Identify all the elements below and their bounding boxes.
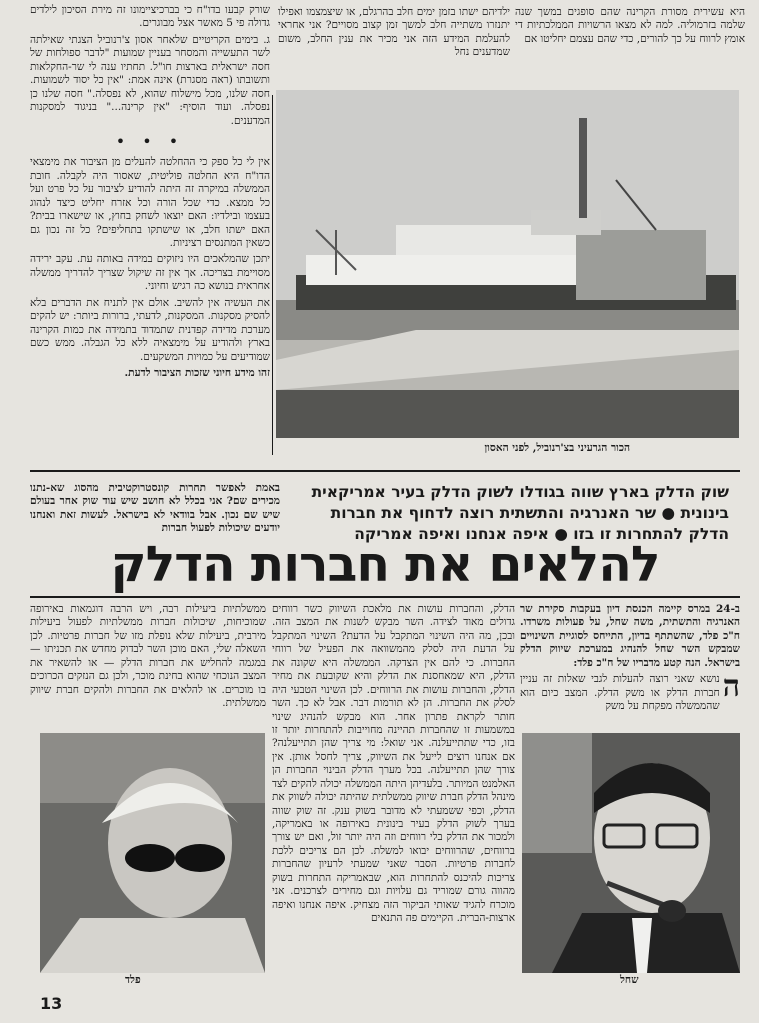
- paragraph: ג. בימים הקריטיים שלאחר אסון צ'רנוביל הצגתי שאילתה לשר התעשייה והמסחר בעניין שמועות "לדבר ספולחות של חסה ישראלית בארצות חו"ל. תחתיו ענה לי שר-החקלאות ותשובתו (ראה מסגרת) אינה אמת: "אין כל יסוד לשמועות. חסה שלנו, מכל מישלוח שהוא, לא נפסלה." חסה שלנו כן נפסלה. ועוד הוסיף: "אין קרינה..." בניגוד למסקנות המדענים.: [30, 33, 270, 127]
- article-headline: להלאים את חברות הדלק: [110, 536, 660, 593]
- bottom-column-middle: הדלק, והחברות עושות את מלאכת השיווק כשר רווחים גדולים מאוד לצידה. השר מבקש לשנות את המצב הזה. ובכן, מה היה השינוי המתקבל על הדעת? השינוי המתקבל על הדעת היה לסלק מהמשוואה את הפעיל של רווחי החברות. כי להם אין הצדקה. הממשלה היא שקונה את הדלק, היא שמאחסנת את הדלק והיא שקובעת את מחיר הדלק, והחברות עושות את הרווחים. לכן השינוי הטבעי היה לסלק את החברות. הן לא תורמות דבר. אבל לא כך. השר חותר לקראת פתרון אחר. הוא מבקש להנהיג שינוי במשמעות זו שהחברות תהיינה מחוייבות להתחרות יותר זו בזו, כדי שתתייעלנה. אני שואל: מי צריך שהן תתייעלנה? אם אנחנו רוצים לייעל את השיווק, צריך לחסל אותן. אין צורך שהן תתייעלנה. בכל מערך הדלק הבינוי החברות הן האלמנט המיותר. בלעדיהן היתה הממשלה יכולה להקים לצד מינהל הדלק חברת שיווק ממשלתית שהיתה יכולה לשווק את הדלק, וכפי ששמעתי לא מדובר בשוק ענק. זה שוק שווה בערך לשוק הדלק בעיר בינונית באירופה או באמריקה, ולמכור את הדלק בלי רווחים וזה היה יותר זול, ואם יש צורך ברווחים, שהרווחים יבואו למשלת. לכן הם צריכים ללכת לחברות פרטיות. הסבר שאני שמעתי לרעיון שהחברות צריכות להיכנס להתחרות הוא, שבאמריקה התחרות בשוק מהווה גורם שמוריד גם עלויות וגם מחירים לצרכנים. אני מוכרח להגיד שאותי הביקור הזה מצחיק. איפה אנחנו ואיפה ארצות-הברית. הקיימים פה התנאים: [272, 603, 515, 925]
- article-subhead: שוק הדלק בארץ שווה בגודלו לשוק הדלק בעיר אמריקאית בינונית ● שר האנרגיה והתשתית רוצה לדחוף את חברות הדלק להתחרות זו בזו ● איפה אנחנו ואיפה אמריקה: [311, 483, 729, 543]
- headline-rule: [30, 596, 740, 598]
- reactor-photo: [276, 90, 739, 438]
- paragraph: שורק קבעו בדו"ח כי בברכיציימונו זה מירת הסיכון לילדים גדולה פי 5 מאשר אצל מבוגרים.: [30, 4, 270, 30]
- portrait-shahal: [522, 733, 740, 973]
- paragraph: אין לי כל ספק כי ההחלטה להעלים מן הציבור את מימצאי הדו"ח היא החלטה פוליטית, שאסור היה לקבלה. חובת הממשלה במיקרה זה היתה להודיע לציבור על כל פרט ועל כל ממצא. כדי שכל הורה וכל אזרח יחליט כיצד לנהוג בעצמו ובילדיו: האם יוצאו לשחק בחוץ, או שישארו בבית? האם ישתו חלב, או שישתקו בתחליפים? כל זה נכון גם כשאין המתנסים רציניות.: [30, 156, 270, 250]
- top-article-column-right: היא עשירית מסורת הקרינה שהם סופגים במשך שנה שלמה בזרמוליה. למה לא מצאו הרשויות הממלכתיות די אומץ לרווח על כך להורים, כדי שהם עצמם יחליטו אם: [515, 6, 745, 45]
- paragraph: את העשיה אין להשיב. אולם אין לתניח את הדברים בלא להסיק מסקנות. המסקנות, לדעתי, ברורות ביותר: יש להקים מערכת מדידה קפדנית שתמדוד בתמידה את כמות הקרינה בארץ ולהודיע על מימצאיה ללא כל הגבלה. ממש כשם שמודיעים על כמויות המשקעים.: [30, 296, 270, 363]
- top-article-column-left: [30, 4, 270, 459]
- top-article-column-middle: ילדיהם ישתו בזמן ימים חלב בהרגלם, או שיצמצמו ואפילו יתנזרו משתייה חלב למשך זמן קצוב מסויים? אני אחראי להעלמת המידע הזה אני מכיר את ענין החלב, משום שמדענים נחל: [278, 6, 510, 59]
- paragraph: יתכן שהמלאכים היו ניזוקים במידה באותה עת. עקב ירידה מסויימת בצריכה. אך אין זה שיקול שצריך להדריך ממשלה אחראית בנושא כה רגיש וחיוני.: [30, 253, 270, 293]
- body-paragraph: [520, 669, 740, 713]
- bottom-column-right: [520, 603, 740, 733]
- side-intro-text: באמת לאפשר תחרות קונסטרוקטיבית מהסוג שא-נתנו מכירים שם? אני בכלל לא חושב שיש עוד שוק אחר בעולם שיש שם נכון. אבל בוודאי לא בישראל. לעשות זאת ואנחנו יודעים שיכולות לפעול חברות: [30, 482, 280, 535]
- bottom-column-left: ממשלתיות ביעילות רבה, ויש הרבה דוגמאות באירופה שמוכיחות, שיכולות חברות ממשלתיות לפעול ביעילות מירבית, ביעילות שלא נופלת מזו של חברות פרטיות. לכן השאלה שלי, האם מוכן השר לבדוק מחדש את תכניתו — במגמה להחליש את חברות הדלק — או להשאיר את המצב הנוכחי שהוא בחינת מוכר, ולכן גם הנזקים הכרוכים בו מוכרים. או להלאים את החברות ולהקים חברת שיווק ממשלתית.: [30, 603, 266, 710]
- reactor-illustration: [276, 90, 739, 438]
- reactor-caption: הכור הגרעיני בצ'רנוביל, לפני האסון: [484, 442, 630, 454]
- body-text: נושא שאני רוצה להעלות לגבי שאלות זה עניין חברות הדלק או משק הדלק. המצב כיום הוא שהממשלה מפקחת על משק: [520, 673, 720, 713]
- closing-line: זהו מידע חיוני שזכות הציבור לדעת.: [124, 366, 270, 379]
- section-divider: [30, 470, 740, 472]
- portrait-caption-shahal: שחל: [620, 974, 639, 986]
- portrait-caption-peled: פלד: [125, 974, 141, 986]
- page-number: 13: [40, 994, 63, 1013]
- intro-paragraph: ב-24 במרס קיימה הכנסת דיון בעקבות סקירת שר האנרגיה והתשתית, משה שחל, על פעולות משרדו. ח"כ פלד, שהשתתף בדיון, התייחס לסוגיית השינויים שמבקש השר שחל להנהיג במערכת שיווק הדלק בישראל. הנה קטע מדבריו של ח"כ פלד:: [520, 603, 740, 669]
- separator-dots: • • •: [115, 131, 185, 151]
- portrait-peled: [40, 733, 265, 973]
- column-divider: [272, 95, 273, 455]
- drop-cap: ה: [722, 669, 740, 705]
